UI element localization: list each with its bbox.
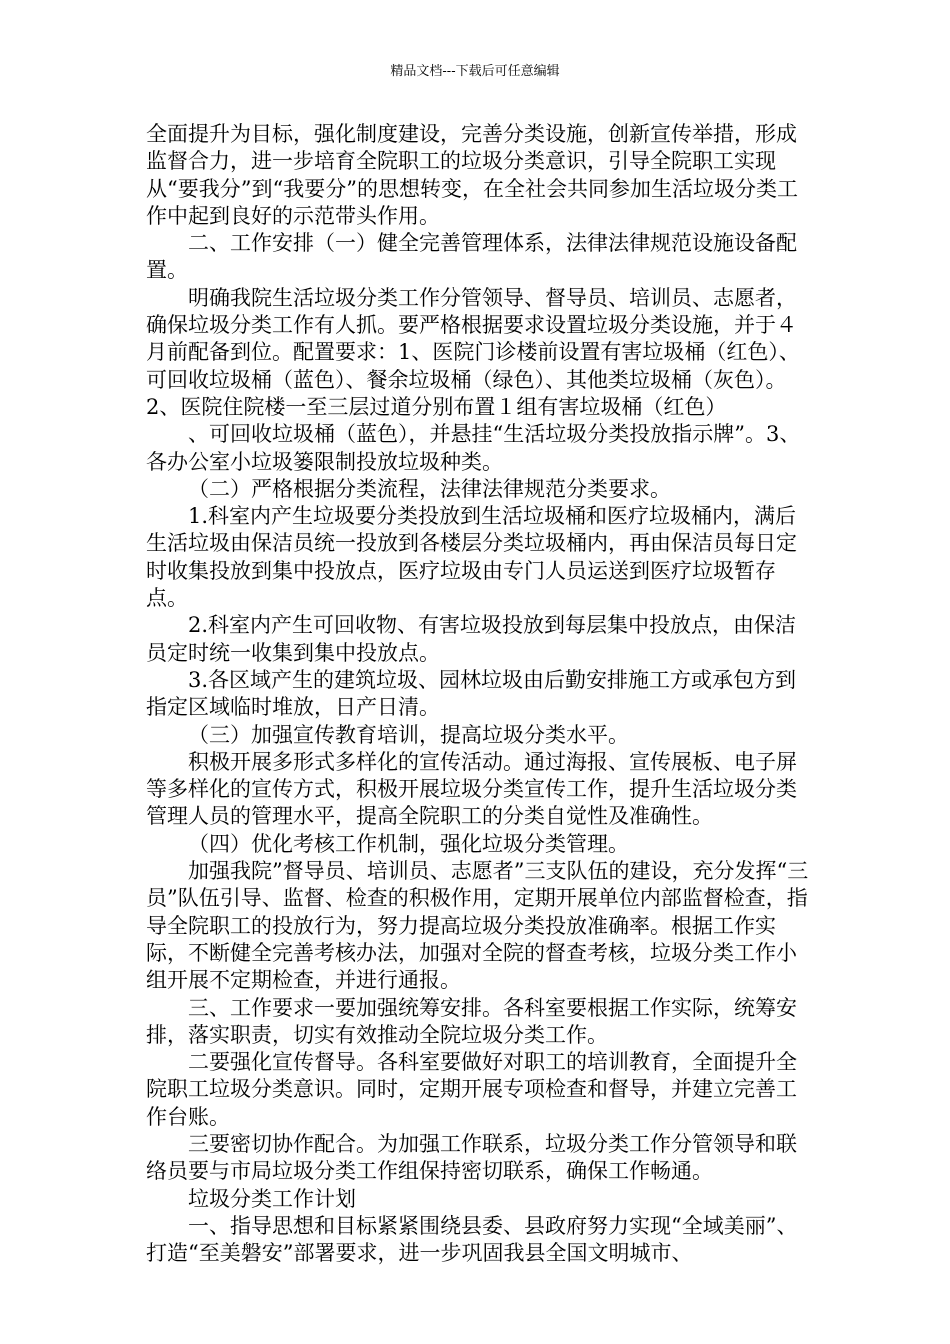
paragraph: 二、工作安排（一）健全完善管理体系，法律法律规范设施设备配置。	[146, 231, 797, 283]
document-body	[146, 121, 812, 1267]
paragraph: 一、指导思想和目标紧紧围绕县委、县政府努力实现“全域美丽”、打造“至美磐安”部署要求，进一步巩固我县全国文明城市、	[146, 1213, 798, 1266]
paragraph: 3.各区域产生的建筑垃圾、园林垃圾由后勤安排施工方或承包方到指定区域临时堆放，日产日清。	[146, 667, 797, 720]
paragraph: （三）加强宣传教育培训，提高垃圾分类水平。	[188, 722, 629, 747]
paragraph: 、可回收垃圾桶（蓝色），并悬挂“生活垃圾分类投放指示牌”。3、各办公室小垃圾篓限制投放垃圾种类。	[146, 422, 801, 474]
paragraph: （二）严格根据分类流程，法律法律规范分类要求。	[188, 476, 671, 501]
paragraph: 全面提升为目标，强化制度建设，完善分类设施，创新宣传举措，形成监督合力，进一步培育全院职工的垃圾分类意识，引导全院职工实现从“要我分”到“我要分”的思想转变，在全社会共同参加生活垃圾分类工作中起到良好的示范带头作用。	[146, 122, 798, 228]
paragraph: 二要强化宣传督导。各科室要做好对职工的培训教育，全面提升全院职工垃圾分类意识。同时，定期开展专项检查和督导，并建立完善工作台账。	[146, 1050, 797, 1129]
paragraph: 加强我院”督导员、培训员、志愿者”三支队伍的建设，充分发挥“三员”队伍引导、监督、检查的积极作用，定期开展单位内部监督检查，指导全院职工的投放行为，努力提高垃圾分类投放准确率。根据工作实际，不断健全完善考核办法，加强对全院的督查考核，垃圾分类工作小组开展不定期检查，并进行通报。	[146, 859, 809, 993]
paragraph: 垃圾分类工作计划	[188, 1186, 356, 1211]
paragraph: 积极开展多形式多样化的宣传活动。通过海报、宣传展板、电子屏等多样化的宣传方式，积极开展垃圾分类宣传工作，提升生活垃圾分类管理人员的管理水平，提高全院职工的分类自觉性及准确性。	[146, 749, 797, 829]
paragraph: 三要密切协作配合。为加强工作联系，垃圾分类工作分管领导和联络员要与市局垃圾分类工作组保持密切联系，确保工作畅通。	[146, 1131, 797, 1184]
page-header: 精品文档---下载后可任意编辑	[390, 64, 560, 79]
paragraph: 三、工作要求一要加强统筹安排。各科室要根据工作实际，统筹安排，落实职责，切实有效推动全院垃圾分类工作。	[146, 995, 797, 1047]
paragraph: 1.科室内产生垃圾要分类投放到生活垃圾桶和医疗垃圾桶内，满后生活垃圾由保洁员统一投放到各楼层分类垃圾桶内，再由保洁员每日定时收集投放到集中投放点，医疗垃圾由专门人员运送到医疗垃圾暂存点。	[146, 504, 797, 611]
paragraph: 2.科室内产生可回收物、有害垃圾投放到每层集中投放点，由保洁员定时统一收集到集中投放点。	[146, 613, 797, 665]
paragraph: 明确我院生活垃圾分类工作分管领导、督导员、培训员、志愿者，确保垃圾分类工作有人抓。要严格根据要求设置垃圾分类设施，并于４月前配备到位。配置要求：1、医院门诊楼前设置有害垃圾桶（红色）、可回收垃圾桶（蓝色）、餐余垃圾桶（绿色）、其他类垃圾桶（灰色）。2、医院住院楼一至三层过道分别布置１组有害垃圾桶（红色）	[146, 285, 800, 419]
paragraph: （四）优化考核工作机制，强化垃圾分类管理。	[188, 831, 629, 856]
